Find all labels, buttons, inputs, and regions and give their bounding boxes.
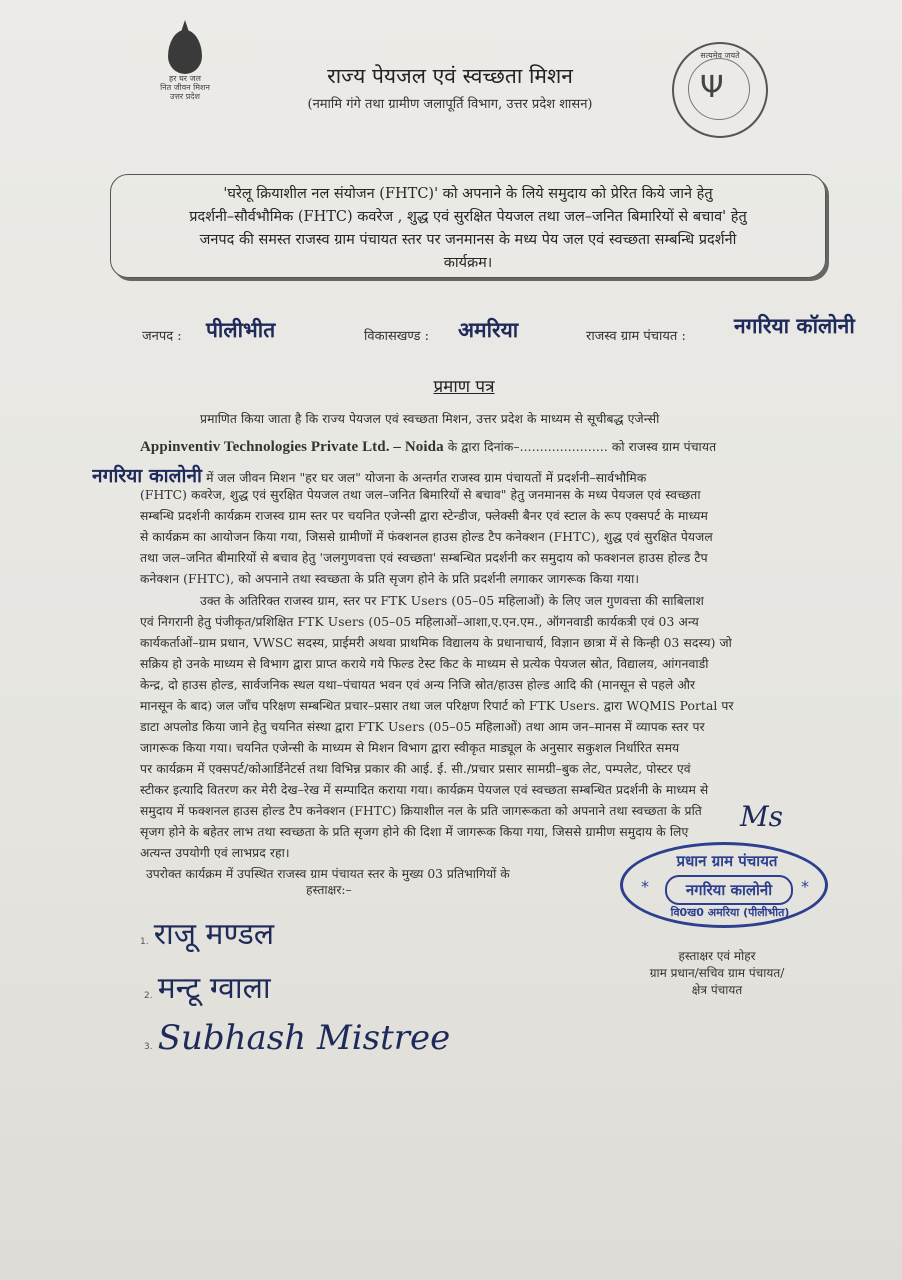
- signature-block: [612, 948, 822, 999]
- signature-text-1: राजू मण्डल: [153, 917, 275, 952]
- body-p1-line-6: से कार्यक्रम का आयोजन किया गया, जिससे ग्रामीणों में फंक्शनल हाउस होल्ड टैप कनेक्शन (FHTC), शुद्ध एवं सुरक्षित पेयजल: [140, 530, 713, 544]
- body-p2-line-10: स्टीकर इत्यादि वितरण कर मेरी देख–रेख में सम्पादित कराया गया। कार्यक्रम पेयजल एवं स्वच्छता सम्बन्धित प्रदर्शनी के माध्यम से: [140, 783, 709, 797]
- body-p1-line-2: [140, 438, 862, 456]
- participant-signature-1: [140, 912, 274, 953]
- signature-number-2: 2.: [144, 991, 153, 1001]
- participants-intro-line-2: हस्ताक्षर:–: [306, 883, 352, 897]
- body-p1-line-3: [92, 462, 862, 488]
- body-p1-line-5: सम्बन्धि प्रदर्शनी कार्यक्रम राजस्व ग्राम स्तर पर चयनित एजेन्सी द्वारा स्टेन्डीज, फ्लेक्सी बैनर एवं स्टाल के रूप एक्सपर्ट के माध्यम: [140, 509, 708, 523]
- signature-text-3: Subhash Mistree: [157, 1018, 451, 1058]
- body-p2-line-5: केन्द्र, दो हाउस होल्ड, सार्वजनिक स्थल यथा–पंचायत भवन एवं अन्य निजि स्रोत/हाउस होल्ड आदि की (मानसून से पहले और: [140, 678, 696, 692]
- banner-line-2: प्रदर्शनी–सौर्वभौमिक (FHTC) कवरेज , शुद्ध एवं सुरक्षित पेयजल तथा जल–जनित बिमारियों से बचाव' हेतु: [189, 209, 747, 225]
- pradhan-initials: Ms: [740, 800, 784, 833]
- page-title: राज्य पेयजल एवं स्वच्छता मिशन: [327, 64, 573, 88]
- body-p2-line-4: सक्रिय हो उनके माध्यम से विभाग द्वारा प्राप्त कराये गये फिल्ड टेस्ट किट के माध्यम से प्रत्येक पेयजल स्रोत, विद्यालय, आंगनवाडी: [140, 657, 709, 671]
- banner-line-3: जनपद की समस्त राजस्व ग्राम पंचायत स्तर पर जनमानस के मध्य पेय जल एवं स्वच्छता सम्बन्धि प्रदर्शनी: [199, 232, 737, 248]
- participants-intro: [146, 866, 596, 898]
- body-p1-line-4: (FHTC) कवरेज, शुद्ध एवं सुरक्षित पेयजल तथा जल–जनित बिमारियों से बचाव" हेतु जनमानस के मध्य पेयजल एवं स्वच्छता: [140, 488, 701, 502]
- body-p2-line-3: कार्यकर्ताओं–ग्राम प्रधान, VWSC सदस्य, प्राईमरी अथवा प्राथमिक विद्यालय के प्रधानाचार्य, विज्ञान छात्रा में से किन्ही 03 सदस्य) जो: [140, 636, 732, 650]
- up-government-seal: [672, 42, 768, 138]
- body-p1-line-8: कनेक्शन (FHTC), को अपनाने तथा स्वच्छता के प्रति सृजग होने के प्रति प्रदर्शनी लगाकर जागरूक किया गया।: [140, 572, 640, 586]
- sign-block-line-3: क्षेत्र पंचायत: [691, 983, 743, 997]
- block-label: विकासखण्ड :: [364, 329, 430, 344]
- sign-block-line-2: ग्राम प्रधान/सचिव ग्राम पंचायत/: [649, 966, 785, 980]
- district-value: पीलीभीत: [206, 318, 276, 342]
- panchayat-stamp: [620, 842, 828, 928]
- body-p1-line-3-rest: में जल जीवन मिशन "हर घर जल" योजना के अन्तर्गत राजस्व ग्राम पंचायतों में प्रदर्शनी–सार्वभौमिक: [206, 471, 647, 485]
- emblem-icon: Ψ: [700, 70, 724, 105]
- stamp-bottom-text: वि0ख0 अमरिया (पीलीभीत): [670, 906, 790, 919]
- logo-caption-1: हर घर जल: [169, 74, 201, 83]
- body-p2-line-12: सृजग होने के बहेतर लाभ तथा स्वच्छता के प्रति सृजग होने की दिशा में जागरूक किया गया, जिससे ग्रामीण समुदाय के लिए: [140, 825, 689, 839]
- body-p2-line-1: उक्त के अतिरिक्त राजस्व ग्राम, स्तर पर FTK Users (05–05 महिलाओं) के लिए जल गुणवत्ता की साबिलाश: [200, 594, 704, 608]
- body-p1-line-2-rest: के द्वारा दिनांक–...................... को राजस्व ग्राम पंचायत: [447, 440, 717, 454]
- banner-line-4: कार्यक्रम।: [443, 255, 493, 271]
- star-icon: *: [641, 877, 649, 896]
- body-p1-line-7: तथा जल–जनित बीमारियों से बचाव हेतु 'जलगुणवत्ता एवं स्वच्छता' सम्बन्धित प्रदर्शनी कर समुदाय को फक्शनल हाउस होल्ड टैप: [140, 551, 708, 565]
- body-p2-line-8: जागरूक किया गया। चयनित एजेन्सी के माध्यम से मिशन विभाग द्वारा स्वीकृत माड्यूल के अनुसार सकुशल निर्धारित समय: [140, 741, 680, 755]
- body-p2-line-2: एवं निगरानी हेतु पंजीकृत/प्रशिक्षित FTK Users (05–05 महिलाओं–आशा,ए.एन.एम., ऑगनवाडी कार्यकत्री एवं 03 अन्य: [140, 615, 699, 629]
- banner-line-1: 'घरेलू क्रियाशील नल संयोजन (FHTC)' को अपनाने के लिये समुदाय को प्रेरित किये जाने हेतु: [223, 186, 713, 202]
- agency-name: Appinventiv Technologies Private Ltd. – Noida: [140, 439, 444, 455]
- village-name: नगरिया कालोनी: [92, 465, 203, 487]
- logo-caption-3: उत्तर प्रदेश: [170, 92, 200, 101]
- signature-number-3: 3.: [144, 1042, 153, 1052]
- participant-signature-2: [144, 966, 271, 1007]
- panchayat-label: राजस्व ग्राम पंचायत :: [586, 329, 686, 344]
- participant-signature-3: [144, 1018, 450, 1058]
- certificate-heading: प्रमाण पत्र: [433, 377, 495, 397]
- seal-text: सत्यमेव जयते: [700, 51, 740, 60]
- signature-text-2: मन्टू ग्वाला: [157, 971, 271, 1006]
- star-icon: *: [801, 877, 809, 896]
- page-subtitle: (नमामि गंगे तथा ग्रामीण जलापूर्ति विभाग, उत्तर प्रदेश शासन): [307, 97, 593, 112]
- block-value: अमरिया: [458, 318, 519, 342]
- body-p2-line-11: समुदाय में फक्शनल हाउस होल्ड टैप कनेक्शन (FHTC) क्रियाशील नल के प्रति जागरूकता को अपनाने तथा स्वच्छता के प्रति: [140, 804, 702, 818]
- body-p2-line-7: डाटा अपलोड किया जाने हेतु चयनित संस्था द्वारा FTK Users (05–05 महिलाओं) तथा आम जन–मानस में व्यापक स्तर पर: [140, 720, 705, 734]
- location-fields: [142, 316, 882, 356]
- signature-number-1: 1.: [140, 937, 149, 947]
- har-ghar-jal-logo: [150, 30, 220, 101]
- sign-block-line-1: हस्ताक्षर एवं मोहर: [678, 949, 756, 963]
- stamp-top-text: प्रधान ग्राम पंचायत: [676, 852, 778, 870]
- body-p1-line-1: प्रमाणित किया जाता है कि राज्य पेयजल एवं स्वच्छता मिशन, उत्तर प्रदेश के माध्यम से सूचीबद्ध एजेन्सी: [200, 412, 660, 426]
- body-p2-line-9: पर कार्यक्रम में एक्सपर्ट/कोआर्डिनेटर्स तथा विभिन्न प्रकार की आई. ई. सी./प्रचार प्रसार सामग्री–बुक लेट, पम्पलेट, पोस्टर एवं: [140, 762, 691, 776]
- body-p2-line-13: अत्यन्त उपयोगी एवं लाभप्रद रहा।: [140, 846, 290, 860]
- participants-intro-line-1: उपरोक्त कार्यक्रम में उपस्थित राजस्व ग्राम पंचायत स्तर के मुख्य 03 प्रतिभागियों के: [146, 867, 510, 881]
- panchayat-value: नगरिया कॉलोनी: [734, 314, 855, 338]
- water-drop-icon: [168, 30, 202, 74]
- body-p2-line-6: मानसून के बाद) जल जाँच परिक्षण सम्बन्धित प्रचार–प्रसार तथा जल परिक्षण रिपार्ट को FTK Users. द्वारा WQMIS Portal पर: [140, 699, 734, 713]
- logo-caption-2: नित जीवन मिशन: [160, 83, 210, 92]
- program-banner: [110, 174, 826, 278]
- stamp-village-name: नगरिया कालोनी: [665, 875, 793, 905]
- district-label: जनपद :: [142, 329, 182, 344]
